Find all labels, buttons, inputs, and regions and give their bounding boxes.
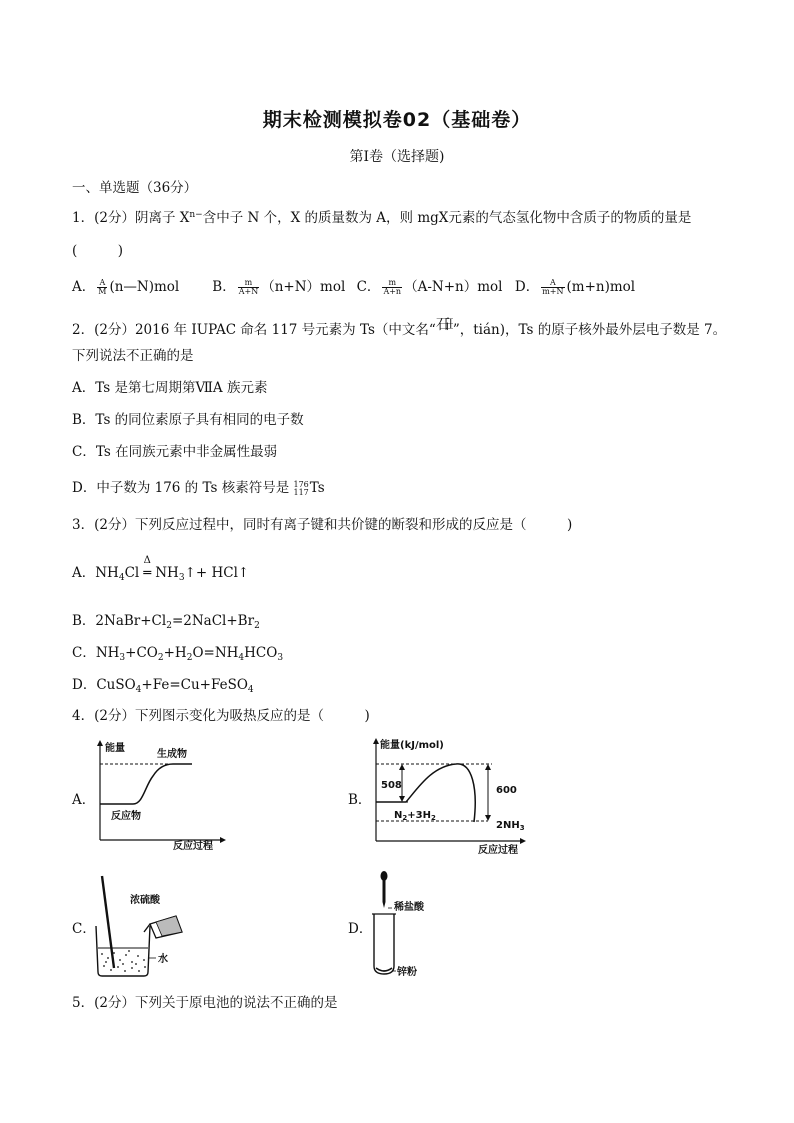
fraction: $\frac{A}{M}$ (98, 278, 107, 296)
q3-option-d[interactable]: D．CuSO$_4$+Fe=Cu+FeSO$_4$ (72, 677, 254, 695)
q4-figure-a-energy-diagram[interactable] (95, 740, 235, 854)
figB-product-label: $2NH_3$ (496, 820, 525, 832)
q1-option-b[interactable]: B． $\frac{m}{A+N}$ （n+N）mol (212, 278, 346, 296)
tian-character: 石田 (435, 317, 452, 333)
q2-option-b[interactable]: B．Ts 的同位素原子具有相同的电子数 (72, 412, 304, 428)
figA-xlabel: 反应过程 (173, 841, 213, 852)
page-title: 期末检测模拟卷02（基础卷） (262, 109, 532, 131)
figD-zinc-label: 锌粉 (397, 967, 417, 978)
page-subtitle: 第Ⅰ卷（选择题) (349, 149, 445, 165)
q3-option-b[interactable]: B．$2NaBr+Cl_2=2NaCl+Br_2$ (72, 613, 260, 631)
q4-option-a-label[interactable]: A． (72, 792, 96, 808)
q2-option-a[interactable]: A．Ts 是第七周期第ⅦA 族元素 (72, 380, 268, 396)
figB-600-label: 600 (496, 785, 517, 796)
q2-stem-line1: 2．(2分）2016 年 IUPAC 命名 117 号元素为 Ts（中文名“石田”，tián)，Ts 的原子核外最外层电子数是 7。 (72, 317, 727, 338)
q4-figure-d-test-tube[interactable] (370, 868, 450, 984)
figA-reactant-label: 反应物 (111, 811, 141, 822)
q1-stem-line2: ( ) (72, 243, 124, 259)
figA-product-label: 生成物 (157, 749, 187, 760)
q4-option-c-label[interactable]: C． (72, 921, 96, 937)
q1-option-a[interactable]: A． $\frac{A}{M}$ (n—N)mol (72, 278, 180, 296)
q3-option-a[interactable]: A．$NH_4Cl$ Δ ═ $NH_3↑+$ HCl↑ (72, 555, 250, 583)
q4-figure-c-beaker[interactable] (92, 872, 202, 984)
q5-stem: 5．(2分）下列关于原电池的说法不正确的是 (72, 995, 338, 1011)
figC-water-label: 水 (158, 954, 168, 965)
figD-acid-label: 稀盐酸 (394, 902, 424, 913)
q2-option-c[interactable]: C．Ts 在同族元素中非金属性最弱 (72, 444, 278, 460)
q1-options (72, 278, 635, 296)
figB-508-label: 508 (381, 780, 402, 791)
figA-ylabel: 能量 (105, 743, 125, 754)
fraction: $\frac{m}{A+N}$ (238, 278, 259, 296)
q1-option-d[interactable]: D． $\frac{A}{m+N}$ (m+n)mol (514, 278, 636, 296)
figB-ylabel: 能量(kJ/mol) (380, 740, 444, 751)
q2-stem-line2: 下列说法不正确的是 (72, 348, 194, 364)
heating-condition: Δ ═ (143, 555, 152, 581)
q4-option-d-label[interactable]: D． (348, 921, 373, 937)
figB-xlabel: 反应过程 (478, 845, 518, 856)
nuclide-notation: 176 117 (293, 479, 309, 497)
q4-stem: 4．(2分）下列图示变化为吸热反应的是（ ) (72, 708, 370, 724)
q3-stem: 3．(2分）下列反应过程中，同时有离子键和共价键的断裂和形成的反应是（ ) (72, 517, 573, 533)
q4-figure-b-energy-diagram[interactable] (370, 736, 535, 858)
section-heading: 一、单选题（36分） (72, 180, 198, 196)
q1-stem-line1: 1．(2分）阴离子 $X^{n-}$含中子 N 个，X 的质量数为 A，则 mgX元素的气态氢化物中含质子的物质的量是 (72, 210, 692, 226)
fraction: $\frac{m}{A+n}$ (383, 278, 402, 296)
q1-option-c[interactable]: C． $\frac{m}{A+n}$ （A-N+n）mol (356, 278, 503, 296)
q3-option-c[interactable]: C．$NH_3+CO_2+H_2O=NH_4HCO_3$ (72, 645, 284, 663)
q4-option-b-label[interactable]: B． (348, 792, 372, 808)
fraction: $\frac{A}{m+N}$ (542, 278, 564, 296)
q2-option-d[interactable]: D．中子数为 176 的 Ts 核素符号是 176 117 Ts (72, 479, 325, 497)
figB-reactant-label: $N_2+3H_2$ (394, 810, 436, 822)
figC-acid-label: 浓硫酸 (130, 895, 160, 906)
